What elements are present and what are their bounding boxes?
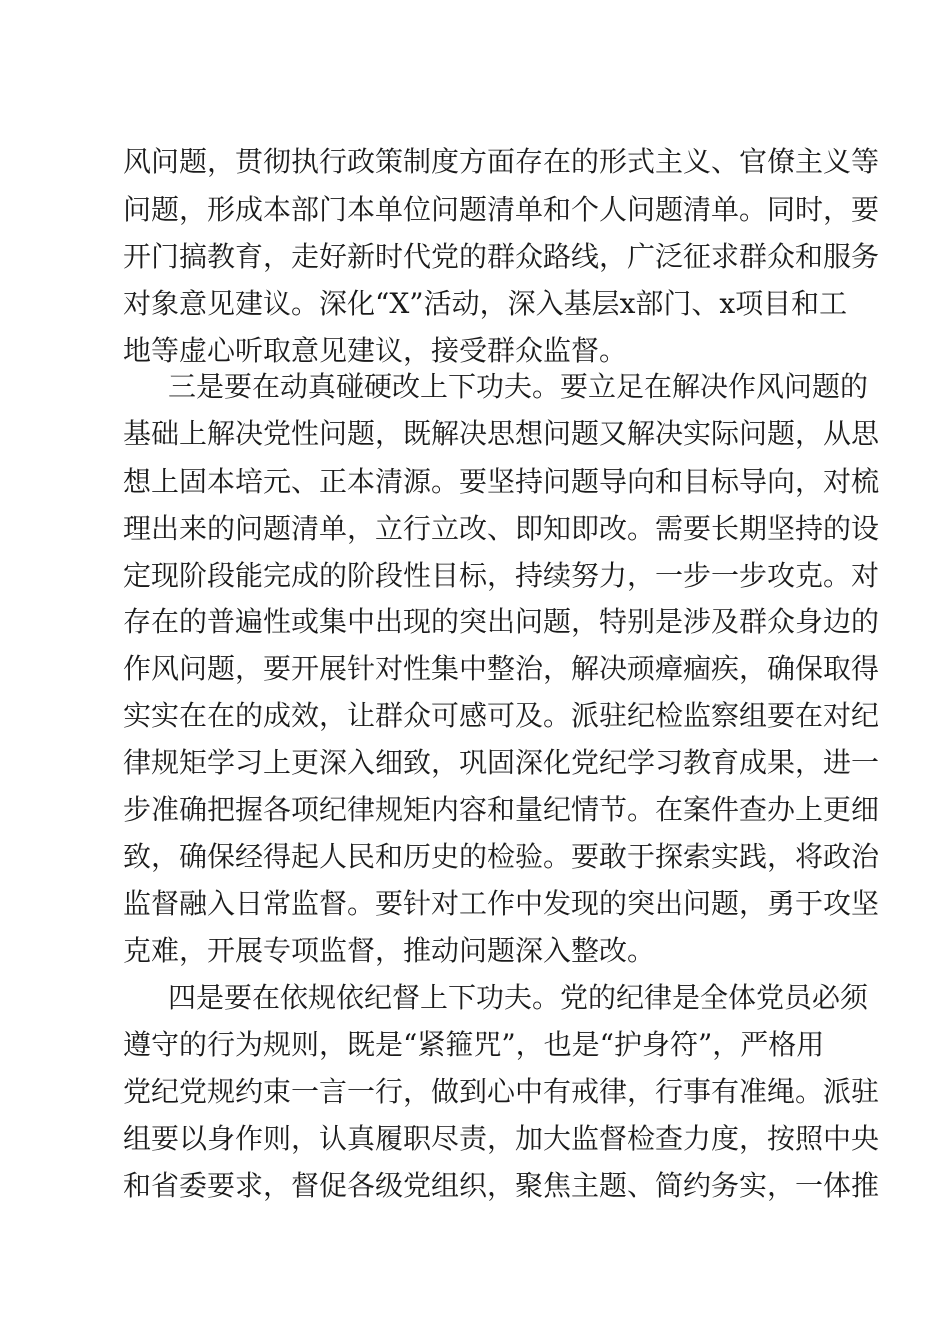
text-line: 地等虚心听取意见建议，接受群众监督。 (123, 334, 628, 367)
text-line: 遵守的行为规则，既是“紧箍咒”，也是“护身符”，严格用 (123, 1028, 825, 1061)
text-line: 理出来的问题清单，立行立改、即知即改。需要长期坚持的设 (123, 512, 880, 545)
paragraph-4-start-line: 四是要在依规依纪督上下功夫。党的纪律是全体党员必须 (168, 981, 869, 1014)
text-line: 致，确保经得起人民和历史的检验。要敢于探索实践，将政治 (123, 840, 880, 873)
text-line: 步准确把握各项纪律规矩内容和量纪情节。在案件查办上更细 (123, 793, 880, 826)
text-line: 定现阶段能完成的阶段性目标，持续努力，一步一步攻克。对 (123, 559, 880, 592)
text-line: 组要以身作则，认真履职尽责，加大监督检查力度，按照中央 (123, 1122, 880, 1155)
text-line: 党纪党规约束一言一行，做到心中有戒律，行事有准绳。派驻 (123, 1075, 880, 1108)
text-line: 想上固本培元、正本清源。要坚持问题导向和目标导向，对梳 (123, 465, 880, 498)
text-line: 和省委要求，督促各级党组织，聚焦主题、简约务实，一体推 (123, 1169, 880, 1202)
text-line: 作风问题，要开展针对性集中整治，解决顽瘴痼疾，确保取得 (123, 652, 880, 685)
text-line: 对象意见建议。深化“X”活动，深入基层x部门、x项目和工 (123, 287, 848, 320)
text-line: 风问题，贯彻执行政策制度方面存在的形式主义、官僚主义等 (123, 145, 880, 178)
text-line: 克难，开展专项监督，推动问题深入整改。 (123, 934, 656, 967)
text-line: 开门搞教育，走好新时代党的群众路线，广泛征求群众和服务 (123, 240, 880, 273)
text-line: 监督融入日常监督。要针对工作中发现的突出问题，勇于攻坚 (123, 887, 880, 920)
text-line: 存在的普遍性或集中出现的突出问题，特别是涉及群众身边的 (123, 605, 880, 638)
text-line: 基础上解决党性问题，既解决思想问题又解决实际问题，从思 (123, 417, 880, 450)
text-line: 问题，形成本部门本单位问题清单和个人问题清单。同时，要 (123, 193, 880, 226)
text-line: 实实在在的成效，让群众可感可及。派驻纪检监察组要在对纪 (123, 699, 880, 732)
text-line: 律规矩学习上更深入细致，巩固深化党纪学习教育成果，进一 (123, 746, 880, 779)
paragraph-3-start-line: 三是要在动真碰硬改上下功夫。要立足在解决作风问题的 (168, 370, 869, 403)
